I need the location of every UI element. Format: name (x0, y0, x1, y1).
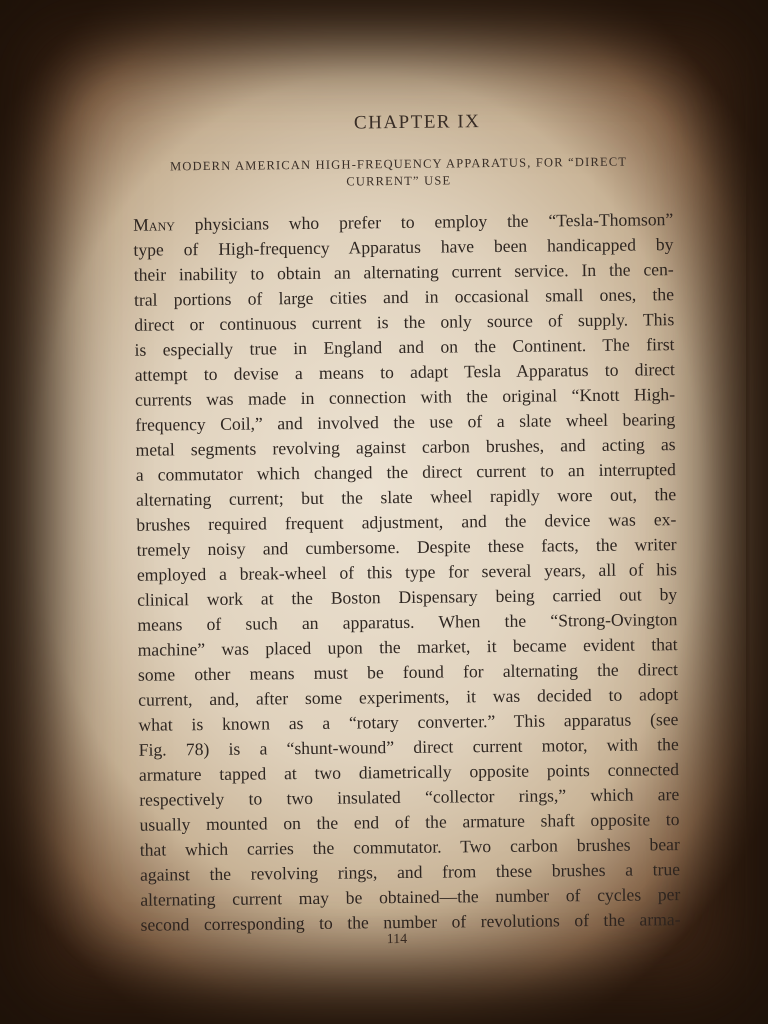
text-line: is especially true in England and on the Continent. The first (134, 334, 675, 360)
text-line: what is known as a “rotary converter.” This apparatus (see (138, 709, 679, 735)
text-line: alternating current; but the slate wheel rapidly wore out, the (136, 484, 677, 510)
text-line: brushes required frequent adjustment, and the device was ex- (136, 509, 677, 535)
text-line: that which carries the commutator. Two carbon brushes bear (139, 834, 680, 860)
text-line: frequency Coil,” and involved the use of a slate wheel bearing (135, 409, 676, 435)
text-line: direct or continuous current is the only source of supply. This (134, 309, 675, 335)
text-line: attempt to devise a means to adapt Tesla Apparatus to direct (134, 359, 675, 385)
text-line: tral portions of large cities and in occasional small ones, the (133, 284, 675, 310)
text-line: usually mounted on the end of the armature shaft opposite to (139, 809, 680, 835)
text-line: currents was made in connection with the original “Knott High- (134, 384, 676, 410)
text-line: Fig. 78) is a “shunt-wound” direct current motor, with the (138, 734, 679, 760)
text-line: metal segments revolving against carbon brushes, and acting as (135, 434, 676, 460)
text-line: type of High-frequency Apparatus have been handicapped by (133, 234, 674, 260)
text-line: means of such an apparatus. When the “Strong-Ovington (137, 609, 678, 635)
text-line: their inability to obtain an alternating current service. In the cen- (133, 259, 674, 285)
body-text (119, 207, 687, 938)
page-number: 114 (386, 931, 408, 948)
text-line-rest: physicians who prefer to employ the “Tesla-Thomson” (174, 209, 674, 235)
chapter-subtitle (119, 153, 679, 193)
subtitle-line: MODERN AMERICAN HIGH-FREQUENCY APPARATUS, FOR “DIRECT (169, 154, 628, 174)
text-line: tremely noisy and cumbersome. Despite these facts, the writer (136, 534, 677, 560)
text-line: current, and, after some experiments, it was decided to adopt (138, 684, 679, 710)
subtitle-line: CURRENT” USE (346, 173, 452, 189)
text-line: employed a break-wheel of this type for several years, all of his (136, 559, 677, 585)
text-line: alternating current may be obtained—the number of cycles per (140, 884, 681, 910)
text-line: some other means must be found for alternating the direct (137, 659, 679, 685)
text-line: machine” was placed upon the market, it became evident that (137, 634, 678, 660)
chapter-heading: CHAPTER IX (353, 111, 481, 134)
text-line: armature tapped at two diametrically opposite points connected (138, 759, 680, 785)
text-line: against the revolving rings, and from these brushes a true (139, 859, 681, 885)
book-gutter (746, 0, 750, 1024)
book-page (118, 103, 687, 969)
text-line: clinical work at the Boston Dispensary being carried out by (137, 584, 678, 610)
text-line: respectively to two insulated “collector rings,” which are (139, 784, 680, 810)
text-line: second corresponding to the number of revolutions of the arma- (140, 909, 681, 935)
text-line: a commutator which changed the direct current to an interrupted (135, 459, 676, 485)
lead-word: Many (133, 214, 175, 235)
